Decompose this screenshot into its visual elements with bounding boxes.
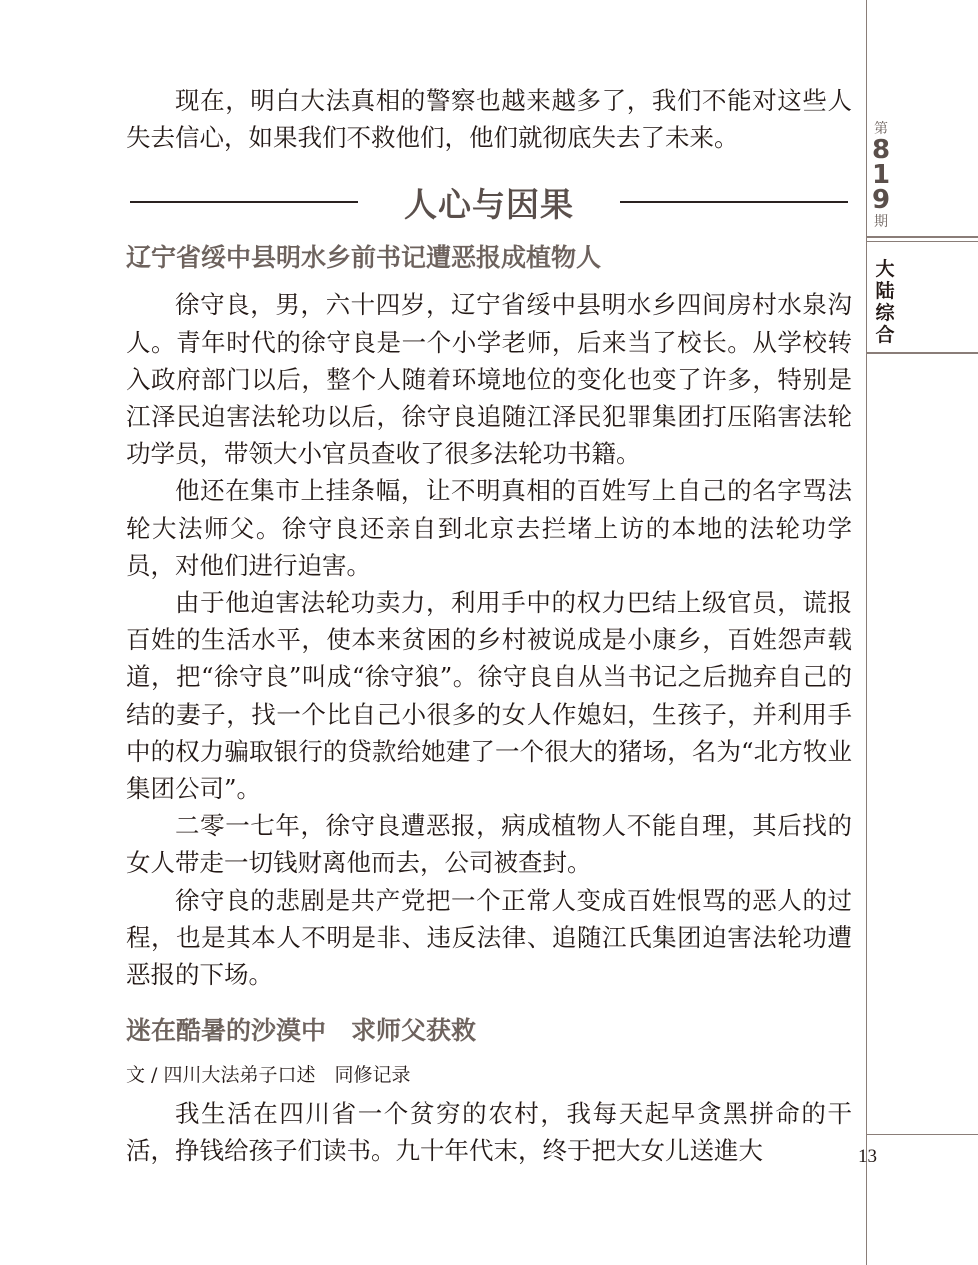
section-char: 合 — [875, 324, 895, 346]
page-number-rule — [866, 1134, 978, 1135]
section-char: 陆 — [875, 280, 895, 302]
article-body — [126, 286, 852, 993]
article-paragraph: 二零一七年，徐守良遭恶报，病成植物人不能自理，其后找的女人带走一切钱财离他而去，公司被查封。 — [126, 811, 852, 878]
page-content — [126, 82, 852, 1170]
issue-prefix: 第 — [874, 121, 888, 137]
article-paragraph: 他还在集市上挂条幅，让不明真相的百姓写上自己的名字骂法轮大法师父。徐守良还亲自到北京去拦堵上访的本地的法轮功学员，对他们进行迫害。 — [126, 476, 852, 580]
issue-number — [870, 120, 892, 231]
sidebar-rule — [866, 0, 867, 1265]
section-tab-label — [870, 258, 900, 346]
article-paragraph: 由于他迫害法轮功卖力，利用手中的权力巴结上级官员，谎报百姓的生活水平，使本来贫困的乡村被说成是小康乡，百姓怨声载道，把“徐守良”叫成“徐守狼”。徐守良自从当书记之后抛弃自己的结的妻子，找一个比自己小很多的女人作媳妇，生孩子，并利用手中的权力骗取银行的贷款给她建了一个很大的猪场，名为“北方牧业集团公司”。 — [126, 588, 852, 804]
article-paragraph: 徐守良的悲剧是共产党把一个正常人变成百姓恨骂的恶人的过程，也是其本人不明是非、违反法律、追随江氏集团迫害法轮功遭恶报的下场。 — [126, 885, 852, 990]
section-title: 人心与因果 — [404, 184, 574, 224]
section-char: 大 — [875, 258, 895, 280]
section-rule-left — [130, 201, 358, 203]
sidebar-divider-top — [866, 236, 978, 238]
article-paragraph: 我生活在四川省一个贫穷的农村，我每天起早贪黑拼命的干活，挣钱给孩子们读书。九十年代末，终于把大女儿送進大 — [126, 1099, 852, 1166]
intro-paragraph: 现在，明白大法真相的警察也越来越多了，我们不能对这些人失去信心，如果我们不救他们，他们就彻底失去了未来。 — [126, 86, 852, 153]
sidebar-divider-bottom — [866, 352, 978, 354]
article-paragraph: 徐守良，男，六十四岁，辽宁省绥中县明水乡四间房村水泉沟人。青年时代的徐守良是一个小学老师，后来当了校长。从学校转入政府部门以后，整个人随着环境地位的变化也变了许多，特别是江泽民迫害法轮功以后，徐守良追随江泽民犯罪集团打压陷害法轮功学员，带领大小官员查收了很多法轮功书籍。 — [126, 290, 852, 469]
article-title: 迷在酷暑的沙漠中 求师父获救 — [126, 1016, 477, 1046]
section-char: 综 — [875, 302, 895, 324]
issue-digit: 9 — [871, 185, 891, 215]
issue-digit: 8 — [871, 135, 891, 165]
section-rule-right — [620, 201, 848, 203]
issue-suffix: 期 — [874, 214, 888, 230]
article-byline: 文 / 四川大法弟子口述 同修记录 — [126, 1064, 411, 1087]
article-body — [126, 1095, 852, 1169]
page-number: 13 — [858, 1146, 877, 1167]
article-title: 辽宁省绥中县明水乡前书记遭恶报成植物人 — [126, 243, 602, 273]
sidebar-divider-top-thin — [866, 241, 978, 242]
issue-digit: 1 — [871, 160, 891, 190]
section-header — [126, 174, 852, 230]
